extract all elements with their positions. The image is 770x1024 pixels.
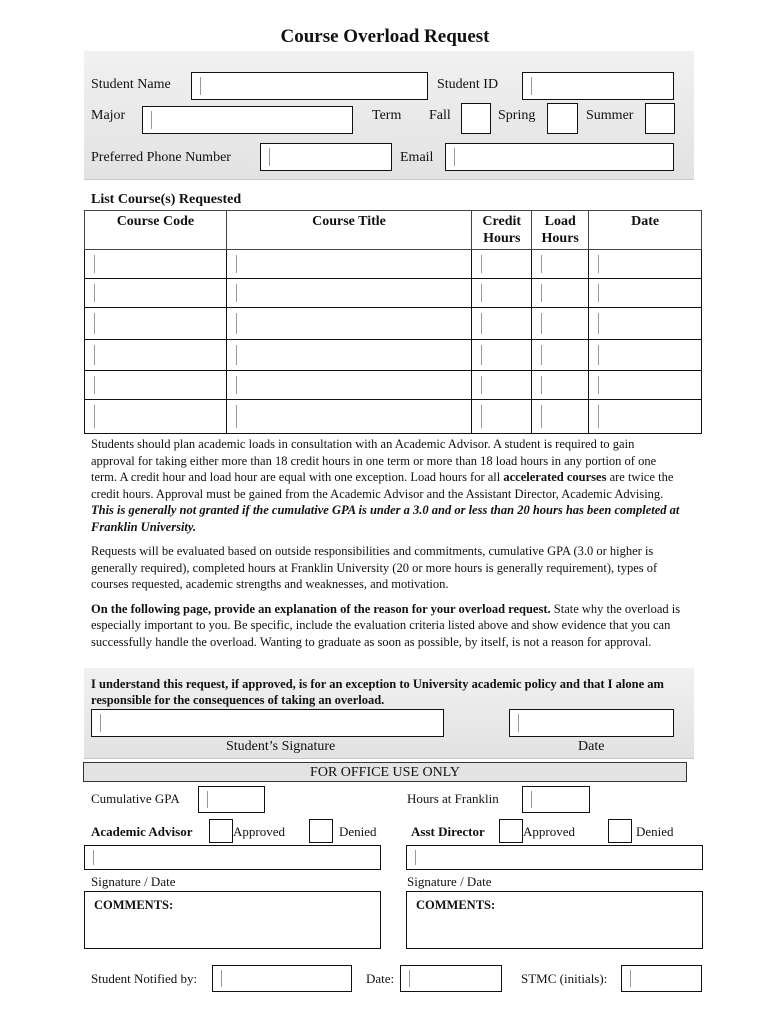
text-cursor	[541, 376, 542, 394]
text-cursor	[598, 313, 599, 334]
text-cursor	[94, 376, 95, 394]
page-title: Course Overload Request	[280, 26, 490, 47]
asst-director-label: Asst Director	[411, 824, 485, 839]
advisor-approved-label: Approved	[233, 824, 285, 839]
accelerated-courses-text: accelerated courses	[503, 470, 607, 484]
email-field[interactable]	[445, 143, 674, 171]
date-cell[interactable]	[589, 250, 702, 279]
course-row	[85, 340, 702, 371]
advisor-signature-field[interactable]	[84, 845, 381, 870]
credit-hours-cell[interactable]	[472, 371, 532, 400]
director-approved-label: Approved	[523, 824, 575, 839]
text-cursor	[236, 255, 237, 273]
student-signature-field[interactable]	[91, 709, 444, 737]
advisor-approved-checkbox[interactable]	[209, 819, 233, 843]
text-cursor	[541, 313, 542, 334]
course-title-cell[interactable]	[226, 371, 472, 400]
hours-at-franklin-field[interactable]	[522, 786, 590, 813]
text-cursor	[481, 284, 482, 302]
office-use-bar: FOR OFFICE USE ONLY	[83, 762, 687, 782]
text-cursor	[598, 284, 599, 302]
director-signature-field[interactable]	[406, 845, 703, 870]
credit-hours-cell[interactable]	[472, 250, 532, 279]
notified-date-label: Date:	[366, 971, 395, 986]
policy-paragraph-3: On the following page, provide an explanation of the reason for your overload request. State why the overload is especially important to you. Be specific, include the evaluation criteria listed above and show evidence that you can successfully handle the overload. Wanting to graduate as soon as possible, by itself, is not a reason for approval.	[91, 601, 681, 649]
major-field[interactable]	[142, 106, 353, 134]
column-header-course-code: Course Code	[85, 211, 227, 250]
text-cursor	[481, 313, 482, 334]
text-cursor	[236, 376, 237, 394]
summer-label: Summer	[586, 108, 634, 123]
date-cell[interactable]	[589, 279, 702, 308]
text-cursor	[236, 284, 237, 302]
course-title-cell[interactable]	[226, 250, 472, 279]
date-cell[interactable]	[589, 371, 702, 400]
date-cell[interactable]	[589, 340, 702, 371]
courses-heading: List Course(s) Requested	[91, 192, 242, 207]
fall-label: Fall	[429, 108, 451, 123]
course-title-cell[interactable]	[226, 400, 472, 434]
advisor-comments-label: COMMENTS:	[94, 898, 174, 912]
course-row	[85, 371, 702, 400]
text-cursor	[94, 313, 95, 334]
date-cell[interactable]	[589, 400, 702, 434]
load-hours-cell[interactable]	[532, 250, 589, 279]
date-cell[interactable]	[589, 308, 702, 340]
major-label: Major	[91, 108, 126, 123]
course-code-cell[interactable]	[85, 400, 227, 434]
credit-hours-cell[interactable]	[472, 400, 532, 434]
advisor-denied-label: Denied	[339, 824, 377, 839]
load-hours-cell[interactable]	[532, 308, 589, 340]
cumulative-gpa-label: Cumulative GPA	[91, 791, 180, 806]
text-cursor	[481, 376, 482, 394]
credit-hours-cell[interactable]	[472, 308, 532, 340]
advisor-denied-checkbox[interactable]	[309, 819, 333, 843]
course-title-cell[interactable]	[226, 279, 472, 308]
summer-checkbox[interactable]	[645, 103, 675, 134]
text-cursor	[94, 284, 95, 302]
advisor-comments-box[interactable]	[84, 891, 381, 949]
column-header-credit-hours: Credit Hours	[472, 211, 532, 250]
spring-checkbox[interactable]	[547, 103, 578, 134]
student-id-label: Student ID	[437, 77, 499, 92]
load-hours-cell[interactable]	[532, 279, 589, 308]
explanation-instruction: On the following page, provide an explanation of the reason for your overload request.	[91, 601, 551, 616]
director-denied-checkbox[interactable]	[608, 819, 632, 843]
signature-date-field[interactable]	[509, 709, 674, 737]
phone-label: Preferred Phone Number	[91, 150, 231, 165]
text-cursor	[598, 255, 599, 273]
advisor-signature-date-label: Signature / Date	[91, 874, 176, 889]
text-cursor	[481, 255, 482, 273]
course-row	[85, 279, 702, 308]
student-notified-field[interactable]	[212, 965, 352, 992]
student-signature-label: Student’s Signature	[226, 739, 336, 754]
credit-hours-cell[interactable]	[472, 340, 532, 371]
student-id-field[interactable]	[522, 72, 674, 100]
load-hours-cell[interactable]	[532, 371, 589, 400]
credit-hours-cell[interactable]	[472, 279, 532, 308]
stmc-initials-label: STMC (initials):	[521, 971, 608, 986]
load-hours-cell[interactable]	[532, 400, 589, 434]
policy-paragraph-2: Requests will be evaluated based on outside responsibilities and commitments, cumulative GPA (3.0 or higher is generally required), completed hours at Franklin University (20 or more hours is generally requirement), types of courses requested, academic strengths and weaknesses, and motivation.	[91, 544, 658, 591]
course-row	[85, 250, 702, 279]
course-row	[85, 308, 702, 340]
hours-at-franklin-label: Hours at Franklin	[407, 791, 499, 806]
courses-table	[84, 210, 702, 434]
text-cursor	[236, 405, 237, 428]
course-row	[85, 400, 702, 434]
acknowledgement-text: I understand this request, if approved, is for an exception to University academic policy and that I alone am responsible for the consequences of taking an overload.	[91, 677, 664, 707]
text-cursor	[541, 284, 542, 302]
course-code-cell[interactable]	[85, 340, 227, 371]
text-cursor	[598, 345, 599, 365]
column-header-date: Date	[589, 211, 702, 250]
fall-checkbox[interactable]	[461, 103, 491, 134]
text-cursor	[94, 345, 95, 365]
director-denied-label: Denied	[636, 824, 674, 839]
academic-advisor-label: Academic Advisor	[91, 824, 193, 839]
course-code-cell[interactable]	[85, 250, 227, 279]
cumulative-gpa-field[interactable]	[198, 786, 265, 813]
column-header-load-hours: Load Hours	[532, 211, 589, 250]
gpa-warning-text: This is generally not granted if the cumulative GPA is under a 3.0 and or less than 20 hours has been completed at Franklin University.	[91, 503, 680, 534]
course-code-cell[interactable]	[85, 279, 227, 308]
director-signature-date-label: Signature / Date	[407, 874, 492, 889]
policy-paragraph-1: Students should plan academic loads in consultation with an Academic Advisor. A student is required to gain approval for taking either more than 18 credit hours in one term or more than 18 load hours in any portion of one term. A credit hour and load hour are equal with one exception. Load hours for all accelerated courses are twice the credit hours. Approval must be gained from the Academic Advisor and the Assistant Director, Academic Advising. This is generally not granted if the cumulative GPA is under a 3.0 and or less than 20 hours has been completed at Franklin University.	[91, 437, 680, 534]
director-comments-box[interactable]	[406, 891, 703, 949]
text-cursor	[236, 313, 237, 334]
policy-text	[91, 436, 681, 658]
signature-date-label: Date	[578, 739, 605, 754]
text-cursor	[541, 405, 542, 428]
text-cursor	[541, 345, 542, 365]
spring-label: Spring	[498, 108, 536, 123]
column-header-course-title: Course Title	[226, 211, 472, 250]
student-notified-label: Student Notified by:	[91, 971, 198, 986]
text-cursor	[541, 255, 542, 273]
text-cursor	[236, 345, 237, 365]
director-comments-label: COMMENTS:	[416, 898, 496, 912]
course-code-cell[interactable]	[85, 308, 227, 340]
text-cursor	[481, 345, 482, 365]
notified-date-field[interactable]	[400, 965, 502, 992]
load-hours-cell[interactable]	[532, 340, 589, 371]
course-title-cell[interactable]	[226, 308, 472, 340]
phone-field[interactable]	[260, 143, 392, 171]
director-approved-checkbox[interactable]	[499, 819, 523, 843]
text-cursor	[94, 255, 95, 273]
text-cursor	[481, 405, 482, 428]
student-name-label: Student Name	[91, 77, 171, 92]
term-label: Term	[372, 108, 402, 123]
text-cursor	[598, 376, 599, 394]
text-cursor	[94, 405, 95, 428]
course-code-cell[interactable]	[85, 371, 227, 400]
student-name-field[interactable]	[191, 72, 428, 100]
email-label: Email	[400, 150, 434, 165]
text-cursor	[598, 405, 599, 428]
course-title-cell[interactable]	[226, 340, 472, 371]
stmc-initials-field[interactable]	[621, 965, 702, 992]
